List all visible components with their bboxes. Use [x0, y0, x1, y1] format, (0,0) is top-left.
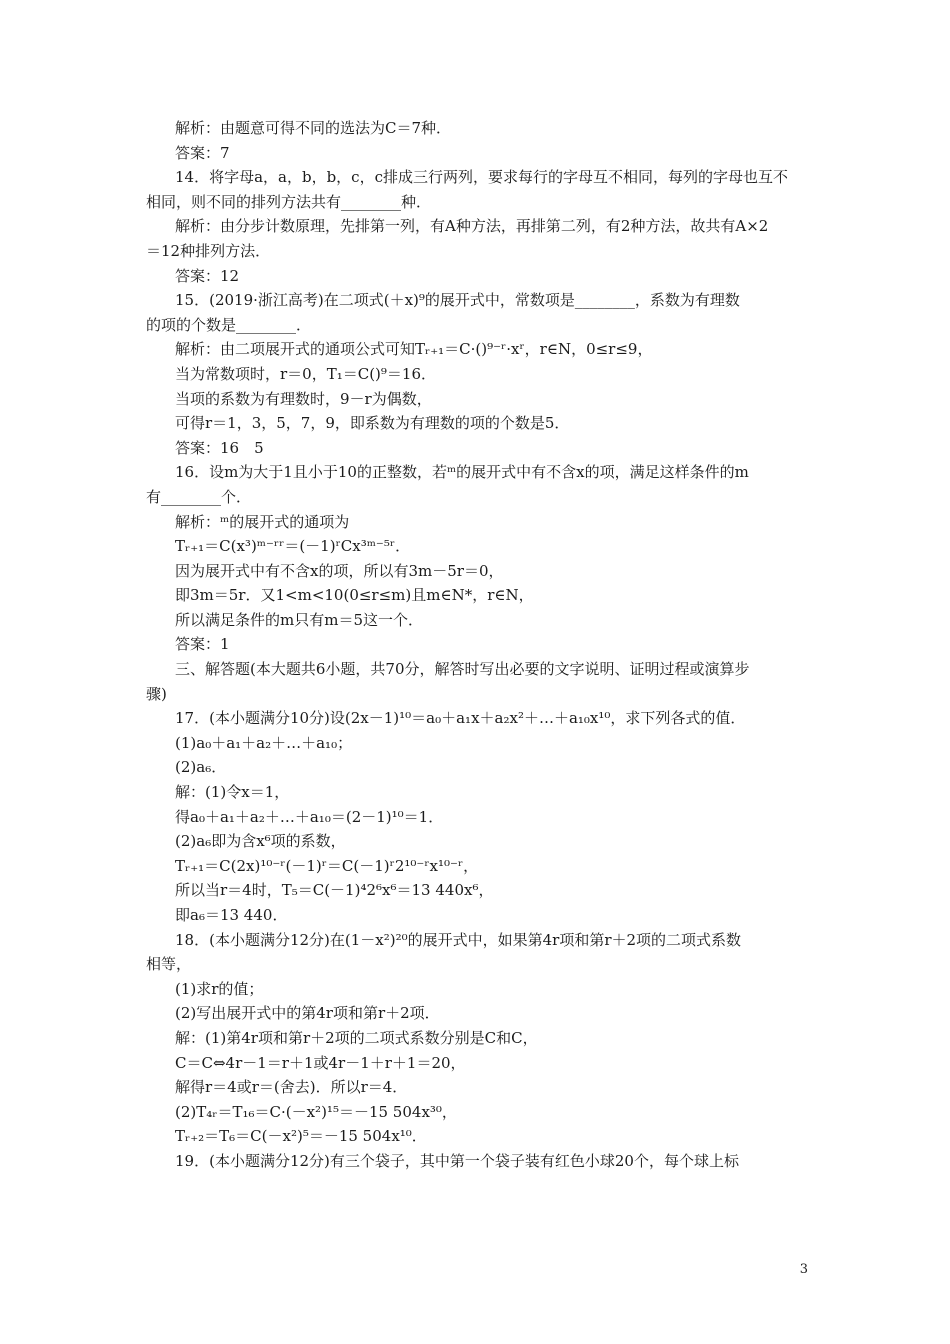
text-line: (2)a₆即为含x⁶项的系数，: [175, 832, 346, 851]
text-line: 可得r＝1，3，5，7，9，即系数为有理数的项的个数是5．: [175, 414, 570, 433]
text-line: 有________个．: [146, 487, 252, 506]
text-line: 解：(1)令x＝1，: [175, 783, 290, 802]
text-line: 骤): [146, 684, 167, 703]
text-line: 当为常数项时，r＝0，T₁＝C()⁹＝16．: [175, 364, 437, 383]
text-line: 解析：由题意可得不同的选法为C＝7种．: [175, 119, 452, 137]
text-line: 因为展开式中有不含x的项，所以有3m－5r＝0，: [175, 561, 504, 580]
text-line: 17．(本小题满分10分)设(2x－1)¹⁰＝a₀＋a₁x＋a₂x²＋…＋a₁₀x¹⁰，求下列各式的值．: [175, 709, 746, 728]
text-line: 相同，则不同的排列方法共有________种．: [146, 192, 432, 211]
text-line: 的项的个数是________．: [146, 315, 312, 334]
text-line: (1)a₀＋a₁＋a₂＋…＋a₁₀；: [175, 733, 353, 752]
text-line: 16．设m为大于1且小于10的正整数，若ᵐ的展开式中有不含x的项，满足这样条件的m: [175, 463, 749, 482]
text-line: 解析：由分步计数原理，先排第一列，有A种方法，再排第二列，有2种方法，故共有A×2: [175, 217, 769, 236]
text-line: (1)求r的值；: [175, 979, 264, 998]
text-line: (2)写出展开式中的第4r项和第r＋2项．: [175, 1004, 440, 1023]
text-line: ＝12种排列方法．: [146, 241, 271, 260]
text-line: Tᵣ₊₁＝C(x³)ᵐ⁻ʳʳ＝(－1)ʳCx³ᵐ⁻⁵ʳ．: [175, 537, 411, 556]
text-line: 14．将字母a，a，b，b，c，c排成三行两列，要求每行的字母互不相同，每列的字母也互不: [175, 168, 788, 187]
text-line: 答案：12: [175, 266, 240, 285]
text-line: 所以满足条件的m只有m＝5这一个．: [175, 610, 423, 629]
document-body: [146, 116, 814, 1174]
text-line: 当项的系数为有理数时，9－r为偶数，: [175, 389, 432, 408]
page-number: 3: [799, 1262, 808, 1277]
text-line: Tᵣ₊₁＝C(2x)¹⁰⁻ʳ(－1)ʳ＝C(－1)ʳ2¹⁰⁻ʳx¹⁰⁻ʳ，: [175, 856, 479, 875]
text-line: 相等，: [146, 955, 192, 974]
text-line: 三、解答题(本大题共6小题，共70分，解答时写出必要的文字说明、证明过程或演算步: [175, 660, 750, 679]
text-line: 得a₀＋a₁＋a₂＋…＋a₁₀＝(2－1)¹⁰＝1．: [175, 807, 444, 826]
text-line: 答案：16 5: [175, 438, 264, 457]
text-line: 18．(本小题满分12分)在(1－x²)²⁰的展开式中，如果第4r项和第r＋2项的二项式系数: [175, 930, 742, 949]
text-line: C＝C⇔4r－1＝r＋1或4r－1＋r＋1＝20，: [175, 1053, 466, 1072]
text-line: 即a₆＝13 440．: [175, 906, 288, 924]
text-line: 答案：7: [175, 143, 230, 162]
text-line: 解：(1)第4r项和第r＋2项的二项式系数分别是C和C，: [175, 1028, 538, 1047]
text-line: 解得r＝4或r＝(舍去)．所以r＝4．: [175, 1078, 408, 1097]
text-line: Tᵣ₊₂＝T₆＝C(－x²)⁵＝－15 504x¹⁰．: [175, 1127, 427, 1146]
text-line: 答案：1: [175, 635, 230, 654]
text-line: 15．(2019·浙江高考)在二项式(＋x)⁹的展开式中，常数项是________，系数为有理数: [175, 291, 740, 310]
text-line: (2)a₆．: [175, 758, 227, 777]
text-line: 所以当r＝4时，T₅＝C(－1)⁴2⁶x⁶＝13 440x⁶，: [175, 881, 494, 900]
text-line: 解析：ᵐ的展开式的通项为: [175, 512, 350, 531]
text-line: 解析：由二项展开式的通项公式可知Tᵣ₊₁＝C·()⁹⁻ʳ·xʳ，r∈N，0≤r≤9，: [175, 340, 653, 359]
text-line: 即3m＝5r．又1<m<10(0≤r≤m)且m∈N*，r∈N，: [175, 586, 534, 605]
text-line: (2)T₄ᵣ＝T₁₆＝C·(－x²)¹⁵＝－15 504x³⁰，: [175, 1102, 457, 1121]
text-line: 19．(本小题满分12分)有三个袋子，其中第一个袋子装有红色小球20个，每个球上标: [175, 1151, 739, 1170]
